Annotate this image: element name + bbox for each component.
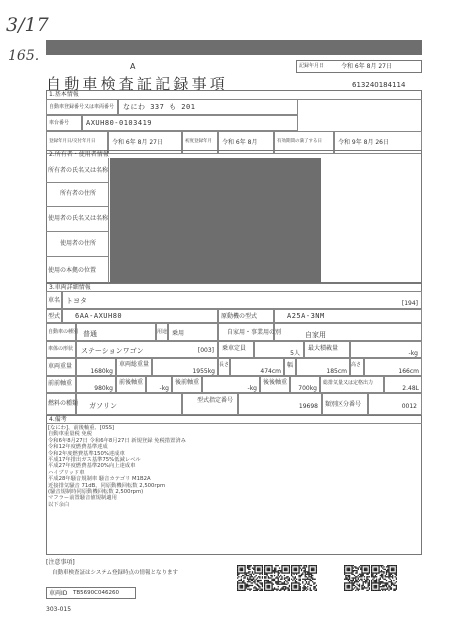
max-load-value-cell (350, 341, 422, 358)
weight-label-cell (46, 358, 76, 376)
capacity-value: 5人 (290, 350, 300, 357)
length-value-cell (230, 358, 284, 376)
section2-heading: 2.所有者・使用者情報 (49, 151, 109, 158)
qr-code-5 (371, 565, 397, 591)
chassis-label-cell (46, 115, 82, 131)
designation-value: 19698 (298, 403, 318, 410)
qr-code-3-svg (291, 565, 317, 591)
height-value: 166cm (398, 368, 419, 375)
remark-line: 自動車重量税 免税 (48, 431, 93, 438)
reg-no-label-cell (46, 99, 118, 115)
front-rear-value: -kg (159, 385, 169, 392)
vehicle-id-box (46, 587, 136, 599)
chassis-value-cell (82, 115, 298, 131)
base-location-label: 使用の本拠の位置 (48, 267, 97, 274)
section1-heading: 1.基本情報 (49, 91, 79, 98)
height-value-cell (364, 358, 422, 376)
remark-line: 以下余白 (48, 501, 70, 508)
redacted-owner-info (110, 158, 321, 283)
first-reg-label: 登録年月日/交付年月日 (49, 139, 96, 144)
category-value: 0012 (401, 403, 417, 410)
section4-heading: 4.備考 (49, 416, 67, 423)
category-label: 類別区分番号 (325, 401, 362, 408)
reg-no-value: なにわ 337 も 201 (123, 103, 196, 111)
remark-line: ハイブリッド車 (48, 469, 85, 476)
rear-axle-value-cell (290, 376, 320, 393)
type-value: 普通 (83, 330, 97, 338)
remark-line: 平成27年度燃費基準20%向上達成車 (48, 463, 136, 470)
qr-code-3 (291, 565, 317, 591)
category-value-cell (368, 393, 422, 415)
front-rear-label-cell (116, 376, 146, 393)
private-label-cell (218, 323, 282, 341)
front-rear-value-cell (146, 376, 172, 393)
vehicle-id-label: 車両ID (49, 590, 68, 597)
use-label: 用途 (157, 329, 168, 335)
private-value-cell (274, 323, 422, 341)
width-label-cell (284, 358, 296, 376)
body-label: 車体の形状 (48, 346, 74, 352)
rear-axle-label-cell (260, 376, 290, 393)
private-value: 自家用 (305, 331, 326, 339)
notes-text: 自動車検査証はシステム登録時点の情報となります (52, 570, 178, 576)
remark-line: マフラー前置騒音値規制適用 (48, 495, 117, 502)
front-axle-value-cell (76, 376, 116, 393)
fuel-value-cell (76, 393, 182, 415)
user-address-label: 使用者の住所 (60, 240, 97, 247)
model-label: 型式 (48, 313, 61, 320)
make-value: トヨタ (66, 297, 87, 305)
remark-line: [なにわ]、前後軸重、[0SS] (48, 425, 115, 431)
qr-code-5-svg (371, 565, 397, 591)
weight-value: 1680kg (90, 368, 113, 375)
use-value-cell (168, 323, 218, 341)
make-label: 車名 (48, 297, 61, 304)
qr-code-4-svg (344, 565, 370, 591)
displacement-label: 総排気量又は定格出力 (323, 380, 374, 386)
front-axle-value: 980kg (94, 385, 113, 392)
designation-label-cell (182, 393, 238, 415)
displacement-label-cell (320, 376, 384, 393)
remark-line: 平成28年騒音規制車 騒音カテゴリ M1B2A (48, 476, 151, 483)
use-label-cell (156, 323, 168, 341)
length-value: 474cm (260, 368, 281, 375)
use-value: 乗用 (172, 330, 185, 337)
reg-no-value-cell (118, 99, 298, 115)
capacity-value-cell (254, 341, 304, 358)
category-label-cell (322, 393, 368, 415)
issue-date-value: 令和 6年 8月 27日 (341, 63, 392, 70)
height-label-cell (350, 358, 364, 376)
remarks-list (48, 425, 186, 508)
page-title: 自動車検査証記録事項 (46, 75, 229, 93)
engine-label-cell (218, 309, 274, 323)
front-rear-label: 前後軸重 (119, 379, 144, 386)
engine-value-cell (274, 309, 422, 323)
designation-value-cell (238, 393, 322, 415)
model-label-cell (46, 309, 62, 323)
first-reg-short-label: 初度登録年月 (185, 139, 212, 144)
handwritten-date: 3/17 (6, 14, 49, 36)
rear-front-label: 後前軸重 (175, 379, 200, 386)
displacement-value-cell (384, 376, 422, 393)
gross-value-cell (152, 358, 218, 376)
fuel-label: 燃料の種類 (48, 400, 79, 407)
private-label: 自家用・事業用の別 (227, 329, 282, 336)
remark-line: (騒音規制時同原動機回転数 2,500rpm) (48, 489, 144, 496)
issue-date-label: 記録年月日 (299, 63, 325, 69)
document-id: 613240184114 (352, 81, 406, 89)
type-value-cell (76, 323, 156, 341)
owner-address-label: 所有者の住所 (60, 190, 97, 197)
remark-line: 令和12年度燃費基準達成 (48, 444, 108, 451)
max-load-label: 最大積載量 (308, 345, 339, 352)
rear-front-value: -kg (247, 385, 257, 392)
chassis-label: 車台番号 (49, 120, 70, 126)
type-label: 自動車の種別 (48, 329, 79, 335)
qr-code-2 (264, 565, 290, 591)
expiry-value: 令和 9年 8月 26日 (338, 139, 389, 146)
vehicle-id-value: TB5690C046260 (73, 590, 119, 596)
user-name-label: 使用者の氏名又は名称 (48, 215, 109, 222)
width-value: 185cm (326, 368, 347, 375)
gross-label-cell (116, 358, 152, 376)
front-axle-label-cell (46, 376, 76, 393)
reg-no-label: 自動車登録番号又は車両番号 (49, 104, 115, 110)
max-load-label-cell (304, 341, 350, 358)
front-axle-label: 前前軸重 (48, 380, 73, 387)
remark-line: 平成17年排出ガス基準75%低減レベル (48, 457, 141, 464)
notes-heading: [注意事項] (46, 559, 75, 566)
length-label-cell (218, 358, 230, 376)
gross-value: 1955kg (192, 368, 215, 375)
qr-code-1-svg (237, 565, 263, 591)
weight-value-cell (76, 358, 116, 376)
gross-label: 車両総重量 (119, 361, 150, 368)
owner-name-label: 所有者の氏名又は名称 (48, 167, 109, 174)
expiry-label: 有効期間の満了する日 (277, 139, 322, 144)
rear-front-value-cell (202, 376, 260, 393)
handwritten-number: 165. (8, 48, 40, 64)
redacted-top-bar (46, 40, 422, 55)
body-code: [003] (197, 347, 214, 354)
body-label-cell (46, 341, 76, 358)
body-value-cell (76, 341, 218, 358)
make-value-cell (62, 291, 422, 309)
weight-label: 車両重量 (48, 363, 73, 370)
height-label: 高さ (351, 362, 362, 368)
issue-date-box (296, 60, 422, 73)
first-reg-short-value: 令和 6年 8月 (222, 139, 258, 146)
section3-heading: 3.車両詳細情報 (49, 284, 91, 291)
displacement-value: 2.48L (402, 385, 419, 392)
remark-line: 令和2年度燃費基準150%達成車 (48, 450, 125, 457)
qr-code-1 (237, 565, 263, 591)
make-label-cell (46, 291, 62, 309)
qr-code-4 (344, 565, 370, 591)
rear-front-label-cell (172, 376, 202, 393)
make-code: [194] (401, 300, 418, 307)
form-code: 303-015 (46, 606, 72, 613)
fuel-value: ガソリン (89, 402, 117, 410)
model-value: 6AA-AXUH80 (75, 312, 123, 320)
remark-line: 令和6年8月27日 令和6年8月27日 新規登録 免税措置済み (48, 437, 186, 444)
max-load-value: -kg (408, 350, 418, 357)
qr-code-2-svg (264, 565, 290, 591)
first-reg-value: 令和 6年 8月 27日 (112, 139, 163, 146)
engine-label: 原動機の型式 (221, 313, 258, 320)
length-label: 長さ (219, 362, 230, 368)
capacity-label-cell (218, 341, 254, 358)
capacity-label: 乗車定員 (222, 345, 247, 352)
engine-value: A25A-3NM (287, 312, 325, 320)
remark-line: 近接排気騒音 71dB、同原動機回転数 2,500rpm (48, 482, 166, 489)
rear-axle-value: 700kg (298, 385, 317, 392)
model-value-cell (62, 309, 218, 323)
width-value-cell (296, 358, 350, 376)
designation-label: 型式指定番号 (197, 397, 234, 404)
type-label-cell (46, 323, 79, 341)
header-letter: A (130, 62, 136, 71)
body-value: ステーションワゴン (81, 347, 144, 355)
fuel-label-cell (46, 393, 79, 415)
width-label: 幅 (287, 362, 294, 369)
chassis-value: AXUH80-0103419 (86, 119, 153, 127)
rear-axle-label: 後後軸重 (263, 379, 288, 386)
